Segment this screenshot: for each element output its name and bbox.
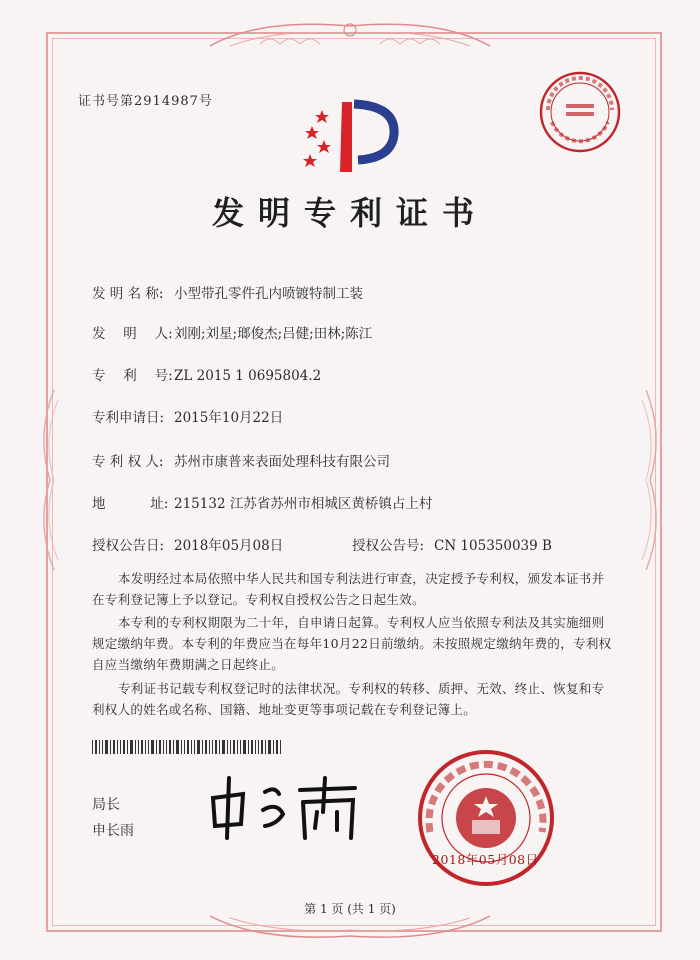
grant-number-label: 授权公告号:: [352, 538, 425, 554]
body-paragraph-1: 本发明经过本局依照中华人民共和国专利法进行审查，决定授予专利权，颁发本证书并在专利登记簿上予以登记。专利权自授权公告之日起生效。: [92, 571, 605, 607]
filing-date-label: 专利申请日:: [92, 410, 165, 426]
invention-name-label: 发 明 名 称:: [92, 286, 164, 302]
grant-date-label: 授权公告日:: [92, 538, 165, 554]
field-grant-number: [352, 534, 552, 554]
filing-date-value: 2015年10月22日: [174, 410, 284, 426]
invention-name-value: 小型带孔零件孔内喷镀特制工装: [174, 286, 363, 302]
field-filing-date: [92, 406, 283, 426]
address-label: 地 址:: [92, 496, 169, 512]
body-paragraph-3: 专利证书记载专利权登记时的法律状况。专利权的转移、质押、无效、终止、恢复和专利权人的姓名或名称、国籍、地址变更等事项记载在专利登记簿上。: [92, 681, 605, 717]
page-title: 发明专利证书: [211, 194, 488, 232]
right-ornament: [640, 390, 666, 570]
field-patent-number: [92, 364, 321, 384]
director-name: 申长雨: [92, 823, 134, 839]
cnipa-logo-icon: [300, 96, 410, 176]
certificate-number: 证书号第2914987号: [78, 94, 213, 109]
field-invention-name: [92, 282, 363, 302]
director-title: 局长: [92, 797, 120, 813]
field-inventors: [92, 322, 372, 342]
handwritten-signature-icon: [205, 772, 370, 842]
patent-number-label: 专 利 号:: [92, 368, 173, 384]
seal-date: 2018年05月08日: [432, 852, 539, 867]
grant-number-value: CN 105350039 B: [434, 538, 552, 554]
inventors-label: 发 明 人:: [92, 326, 173, 342]
patentee-label: 专 利 权 人:: [92, 454, 164, 470]
left-ornament: [34, 390, 60, 570]
patent-number-value: ZL 2015 1 0695804.2: [174, 368, 322, 384]
inventors-value: 刘刚;刘星;瑯俊杰;吕健;田林;陈江: [174, 326, 373, 342]
barcode-icon: [92, 740, 282, 754]
page-number: 第 1 页 (共 1 页): [304, 902, 396, 916]
field-grant-date: [92, 534, 283, 554]
grant-date-value: 2018年05月08日: [174, 538, 284, 554]
patentee-value: 苏州市康普来表面处理科技有限公司: [174, 454, 390, 470]
tax-stamp-icon: [538, 70, 622, 154]
field-patentee: [92, 450, 390, 470]
top-ornament: [200, 16, 500, 56]
body-paragraph-2: 本专利的专利权期限为二十年，自申请日起算。专利权人应当依照专利法及其实施细则规定缴纳年费。本专利的年费应当在每年10月22日前缴纳。未按照规定缴纳年费的，专利权自应当缴纳年费期满之日起终止。: [92, 615, 612, 672]
address-value: 215132 江苏省苏州市相城区黄桥镇占上村: [174, 496, 433, 512]
field-address: [92, 492, 432, 512]
